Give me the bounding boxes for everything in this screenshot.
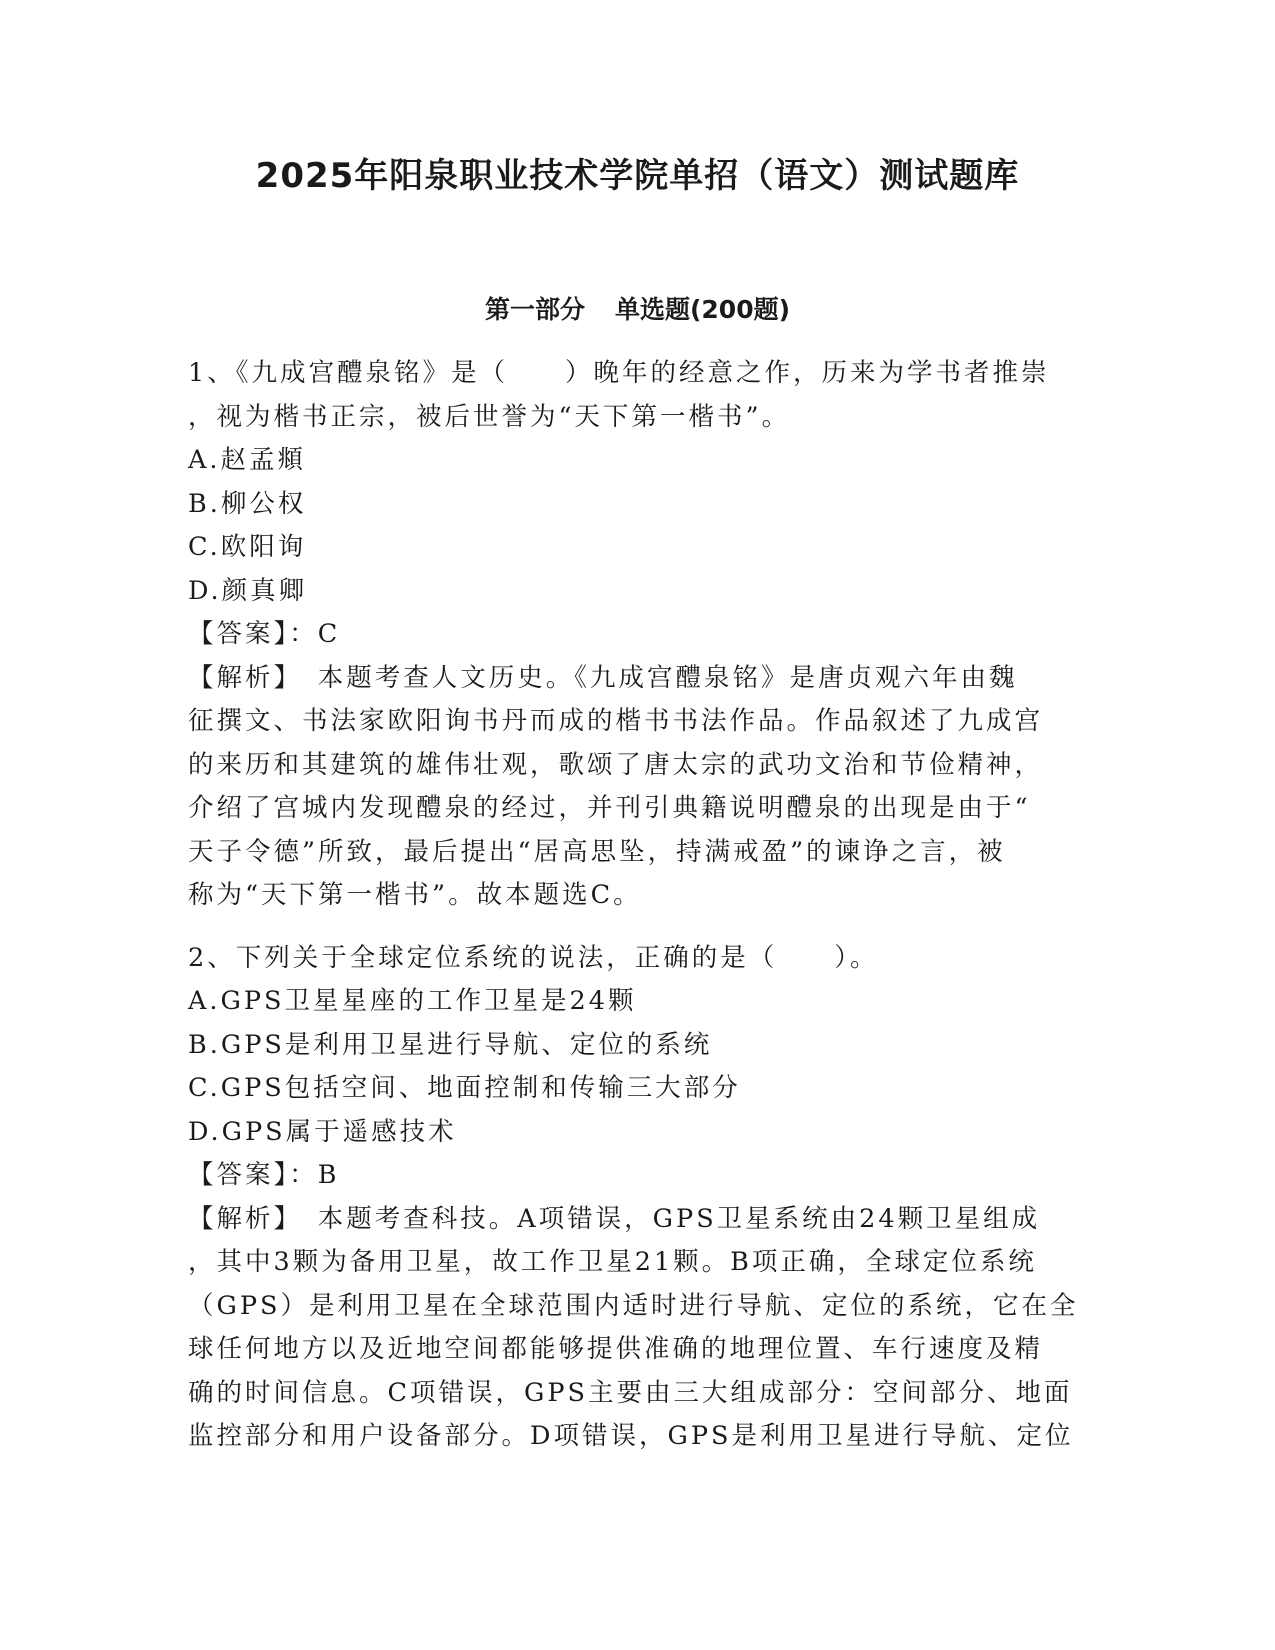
question-stem-line: 1、《九成宫醴泉铭》是（ ）晚年的经意之作，历来为学书者推崇 [188, 358, 1050, 388]
analysis-line: ，其中3颗为备用卫星，故工作卫星21颗。B项正确，全球定位系统 [188, 1247, 1037, 1277]
analysis-line: 征撰文、书法家欧阳询书丹而成的楷书书法作品。作品叙述了九成宫 [188, 706, 1044, 736]
analysis-line: （GPS）是利用卫星在全球范围内适时进行导航、定位的系统，它在全 [188, 1290, 1079, 1321]
answer-line: 【答案】：B [188, 1160, 340, 1190]
question-stem-line: 2、下列关于全球定位系统的说法，正确的是（ ）。 [188, 942, 879, 973]
section-part: 第一部分 [484, 295, 585, 324]
analysis-line: 介绍了宫城内发现醴泉的经过，并刊引典籍说明醴泉的出现是由于“ [188, 793, 1031, 823]
option-a: A.赵孟頫 [188, 445, 307, 475]
analysis-line: 确的时间信息。C项错误，GPS主要由三大组成部分：空间部分、地面 [188, 1377, 1073, 1408]
option-a: A.GPS卫星星座的工作卫星是24颗 [188, 986, 637, 1016]
analysis-line: 【解析】 本题考查科技。A项错误，GPS卫星系统由24颗卫星组成 [188, 1203, 1041, 1234]
option-d: D.GPS属于遥感技术 [188, 1116, 457, 1147]
option-b: B.柳公权 [188, 488, 307, 519]
analysis-line: 【解析】 本题考查人文历史。《九成宫醴泉铭》是唐贞观六年由魏 [188, 662, 1018, 693]
analysis-line: 球任何地方以及近地空间都能够提供准确的地理位置、车行速度及精 [188, 1334, 1044, 1364]
section-name: 单选题(200题) [614, 295, 791, 324]
analysis-line: 天子令德”所致，最后提出“居高思坠，持满戒盈”的谏诤之言，被 [188, 836, 1006, 867]
question-1 [188, 352, 1088, 918]
option-d: D.颜真卿 [188, 575, 308, 606]
analysis-line: 监控部分和用户设备部分。D项错误，GPS是利用卫星进行导航、定位 [188, 1421, 1074, 1451]
question-2 [188, 937, 1088, 1459]
option-c: C.欧阳询 [188, 532, 307, 562]
analysis-line: 称为“天下第一楷书”。故本题选C。 [188, 880, 642, 910]
section-heading [0, 290, 1275, 326]
analysis-line: 的来历和其建筑的雄伟壮观，歌颂了唐太宗的武功文治和节俭精神， [188, 749, 1044, 780]
document-title: 2025年阳泉职业技术学院单招（语文）测试题库 [255, 156, 1020, 196]
answer-line: 【答案】：C [188, 619, 341, 649]
option-c: C.GPS包括空间、地面控制和传输三大部分 [188, 1073, 741, 1103]
question-list [188, 352, 1088, 1459]
option-b: B.GPS是利用卫星进行导航、定位的系统 [188, 1029, 713, 1060]
question-stem-line: ，视为楷书正宗，被后世誉为“天下第一楷书”。 [188, 401, 791, 432]
question-spacer [188, 918, 1088, 937]
